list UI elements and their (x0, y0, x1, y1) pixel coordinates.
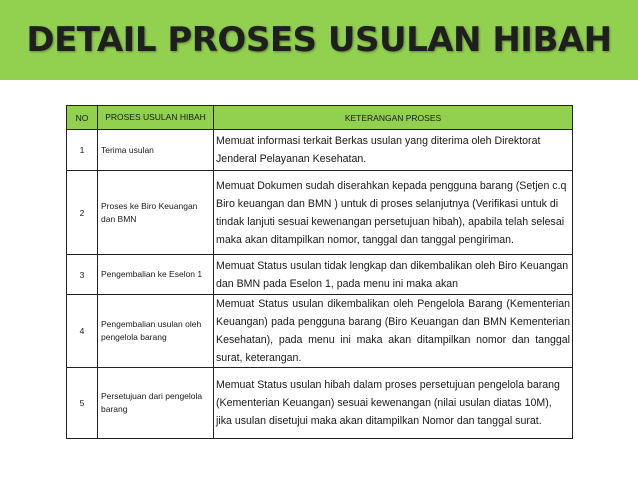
row-proses: Proses ke Biro Keuangan dan BMN (98, 171, 214, 255)
table-header-row (67, 106, 573, 130)
page-title: DETAIL PROSES USULAN HIBAH (26, 20, 612, 60)
row-keterangan (214, 171, 573, 255)
keterangan-text: Memuat Status usulan hibah dalam proses persetujuan pengelola barang (Kementerian Keuangan) sesuai kewenangan (nilai usulan diatas 10M), jika usulan disetujui maka akan ditampilkan Nomor dan tanggal surat. (216, 379, 560, 427)
keterangan-text: Memuat Status usulan tidak lengkap dan dikembalikan oleh Biro Keuangan dan BMN pada Eselon 1, pada menu ini maka akan (216, 259, 569, 290)
header-proses: PROSES USULAN HIBAH (98, 106, 214, 130)
row-proses: Pengembalian ke Eselon 1 (98, 255, 214, 295)
header-keterangan: KETERANGAN PROSES (214, 106, 573, 130)
row-keterangan (214, 368, 573, 439)
row-no: 5 (67, 368, 98, 439)
keterangan-text: Memuat informasi terkait Berkas usulan yang diterima oleh Direktorat Jenderal Pelayanan Kesehatan. (216, 135, 541, 165)
row-keterangan (214, 130, 573, 171)
row-proses: Terima usulan (98, 130, 214, 171)
table-row (67, 368, 573, 439)
table-row (67, 130, 573, 171)
header-no: NO (67, 106, 98, 130)
keterangan-text: Memuat Dokumen sudah diserahkan kepada pengguna barang (Setjen c.q Biro keuangan dan BMN ) untuk di proses selanjutnya (Verifikasi untuk di tindak lanjuti sesuai kewenangan persetujuan hibah), apabila telah selesai maka akan ditampilkan nomor, tanggal dan tanggal pengiriman. (216, 179, 567, 246)
row-no: 1 (67, 130, 98, 171)
row-no: 3 (67, 255, 98, 295)
row-keterangan (214, 255, 573, 295)
process-table (66, 105, 573, 439)
row-no: 2 (67, 171, 98, 255)
row-keterangan (214, 295, 573, 368)
row-no: 4 (67, 295, 98, 368)
table-row (67, 255, 573, 295)
title-banner (0, 0, 638, 80)
table-row (67, 171, 573, 255)
keterangan-text: Memuat Status usulan dikembalikan oleh Pengelola Barang (Kementerian Keuangan) pada pengguna barang (Biro Keuangan dan BMN Kementerian Kesehatan), pada menu ini maka akan ditampilkan nomor dan tanggal surat, keterangan. (216, 298, 570, 364)
row-proses: Persetujuan dari pengelola barang (98, 368, 214, 439)
table-row (67, 295, 573, 368)
row-proses: Pengembalian usulan oleh pengelola barang (98, 295, 214, 368)
